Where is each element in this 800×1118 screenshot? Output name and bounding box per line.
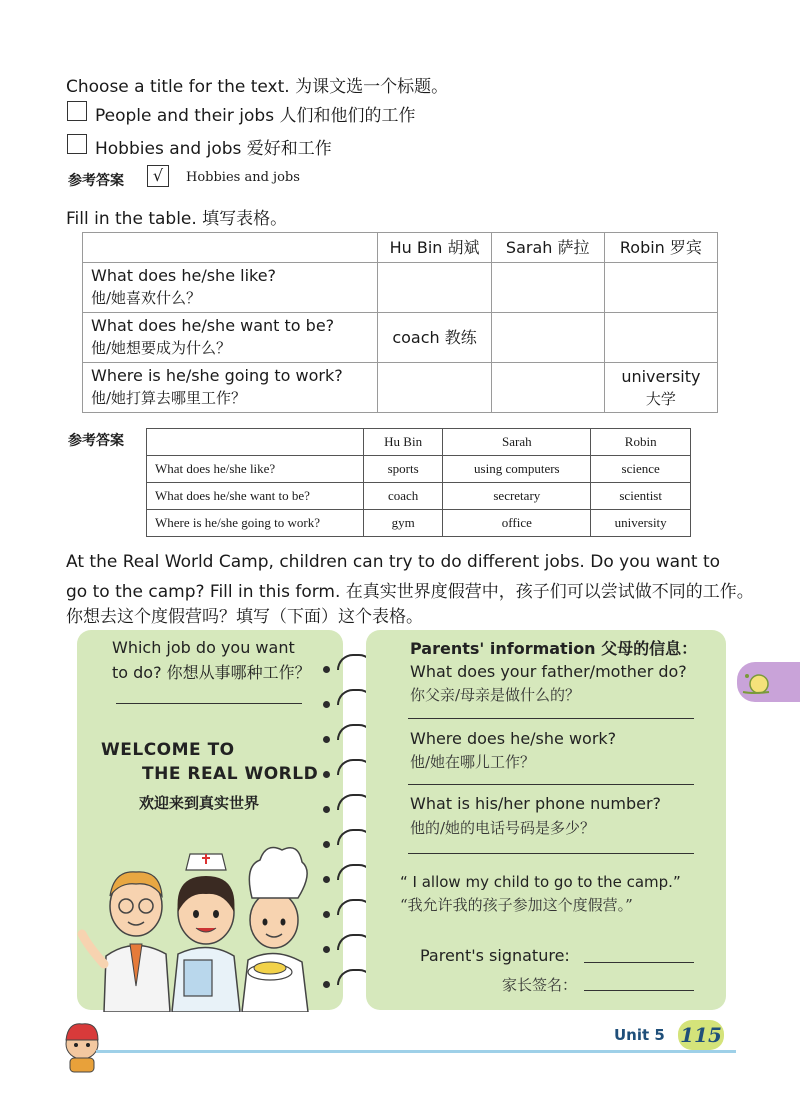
- job-question-line-2: to do? 你想从事哪种工作？: [112, 663, 311, 682]
- title-option-checkbox-2[interactable]: [67, 134, 87, 154]
- phone-question: What is his/her phone number?: [410, 794, 662, 813]
- table-cell[interactable]: [491, 263, 604, 313]
- chef-figure: [242, 848, 308, 1012]
- doctor-figure: [82, 872, 170, 1012]
- row-question-en: What does he/she want to be?: [91, 316, 335, 335]
- binder-hole: [323, 771, 330, 778]
- answer-header-empty: [147, 429, 364, 456]
- answer-header: Robin: [591, 429, 691, 456]
- row-question-en: Where is he/she going to work?: [91, 366, 343, 385]
- answer-cell: What does he/she like?: [147, 456, 364, 483]
- parent-work-question-zh: 他/她在哪儿工作？: [410, 753, 536, 771]
- task1-instruction: Choose a title for the text. 为课文选一个标题。: [66, 77, 449, 97]
- answer-cell: gym: [364, 510, 443, 537]
- phone-question-zh: 他的/她的电话号码是多少？: [410, 819, 596, 837]
- answer-checkmark: √: [147, 165, 169, 187]
- answer-cell: secretary: [443, 483, 591, 510]
- answer-table: [146, 428, 691, 537]
- title-option-label-2: Hobbies and jobs 爱好和工作: [95, 139, 332, 159]
- table-header-row: [83, 233, 718, 263]
- nurse-figure: [172, 854, 240, 1012]
- parent-job-question: What does your father/mother do?: [410, 662, 687, 681]
- workers-illustration: [74, 836, 344, 1012]
- answer-cell: office: [443, 510, 591, 537]
- table-header-sarah: Sarah 萨拉: [491, 233, 604, 263]
- binder-hole: [323, 666, 330, 673]
- table-row: [83, 263, 718, 313]
- answer-title: Hobbies and jobs: [186, 170, 300, 185]
- row-question-zh: 他/她打算去哪里工作？: [91, 389, 247, 407]
- answer-cell: using computers: [443, 456, 591, 483]
- table-cell-en: university: [621, 366, 701, 386]
- title-option-checkbox-1[interactable]: [67, 101, 87, 121]
- binder-hole: [323, 876, 330, 883]
- table-cell[interactable]: [378, 363, 491, 413]
- answer-cell: sports: [364, 456, 443, 483]
- table-cell[interactable]: [491, 313, 604, 363]
- row-question-zh: 他/她想要成为什么？: [91, 339, 232, 357]
- answer-header: Sarah: [443, 429, 591, 456]
- permission-quote-zh: “我允许我的孩子参加这个度假营。”: [400, 896, 633, 914]
- table-row: [83, 363, 718, 413]
- snail-icon: [739, 668, 775, 696]
- answer-cell: Where is he/she going to work?: [147, 510, 364, 537]
- binder-hole: [323, 946, 330, 953]
- page-number: 115: [678, 1020, 724, 1050]
- task3-line-2: go to the camp? Fill in this form. 在真实世界度假营中，孩子们可以尝试做不同的工作。: [66, 582, 754, 602]
- table-header-hubin: Hu Bin 胡斌: [378, 233, 491, 263]
- unit-label: Unit 5: [614, 1026, 665, 1044]
- table-cell[interactable]: [378, 263, 491, 313]
- job-question-line-1: Which job do you want: [112, 638, 295, 657]
- answer-header-row: [147, 429, 691, 456]
- permission-quote: “ I allow my child to go to the camp.”: [400, 873, 681, 891]
- task3-line-3: 你想去这个度假营吗？填写（下面）这个表格。: [66, 607, 423, 627]
- row-question: [83, 313, 378, 363]
- table-cell[interactable]: [491, 363, 604, 413]
- section-tab: [737, 662, 800, 702]
- parent-work-answer-line[interactable]: [408, 784, 694, 785]
- row-question: [83, 263, 378, 313]
- welcome-line-1: WELCOME TO: [101, 740, 235, 760]
- binder-hole: [323, 981, 330, 988]
- parent-work-question: Where does he/she work?: [410, 729, 617, 748]
- parent-job-answer-line[interactable]: [408, 718, 694, 719]
- signature-label: Parent's signature:: [420, 946, 570, 965]
- signature-line-zh[interactable]: [584, 990, 694, 991]
- signature-label-zh: 家长签名：: [502, 976, 578, 994]
- binder-hole: [323, 736, 330, 743]
- fill-in-table: [82, 232, 718, 413]
- table-header-empty: [83, 233, 378, 263]
- answer-label-1: 参考答案: [68, 173, 124, 189]
- answer-row: [147, 510, 691, 537]
- welcome-line-2: THE REAL WORLD: [142, 764, 319, 784]
- answer-label-2: 参考答案: [68, 433, 124, 449]
- answer-row: [147, 456, 691, 483]
- answer-cell: What does he/she want to be?: [147, 483, 364, 510]
- table-cell[interactable]: [604, 263, 717, 313]
- welcome-zh: 欢迎来到真实世界: [139, 794, 260, 812]
- answer-cell: scientist: [591, 483, 691, 510]
- parents-info-heading: Parents' information 父母的信息：: [410, 639, 698, 658]
- row-question-en: What does he/she like?: [91, 266, 277, 285]
- table-cell-zh: 大学: [645, 389, 676, 408]
- answer-cell: university: [591, 510, 691, 537]
- answer-cell: coach: [364, 483, 443, 510]
- binder-hole: [323, 911, 330, 918]
- table-row: [83, 313, 718, 363]
- binder-hole: [323, 806, 330, 813]
- signature-line[interactable]: [584, 962, 694, 963]
- footer-rule: [96, 1050, 736, 1053]
- phone-answer-line[interactable]: [408, 853, 694, 854]
- job-answer-line[interactable]: [116, 703, 302, 704]
- binder-hole: [323, 701, 330, 708]
- binder-hole: [323, 841, 330, 848]
- table-cell[interactable]: [604, 363, 717, 413]
- answer-header: Hu Bin: [364, 429, 443, 456]
- task2-instruction: Fill in the table. 填写表格。: [66, 209, 288, 229]
- table-cell[interactable]: coach 教练: [378, 313, 491, 363]
- answer-cell: science: [591, 456, 691, 483]
- row-question-zh: 他/她喜欢什么？: [91, 289, 202, 307]
- parent-job-question-zh: 你父亲/母亲是做什么的？: [410, 686, 581, 704]
- table-header-robin: Robin 罗宾: [604, 233, 717, 263]
- mascot-icon: [60, 1018, 104, 1074]
- task3-line-1: At the Real World Camp, children can try to do different jobs. Do you want to: [66, 552, 721, 572]
- row-question: [83, 363, 378, 413]
- table-cell[interactable]: [604, 313, 717, 363]
- answer-row: [147, 483, 691, 510]
- title-option-label-1: People and their jobs 人们和他们的工作: [95, 106, 416, 126]
